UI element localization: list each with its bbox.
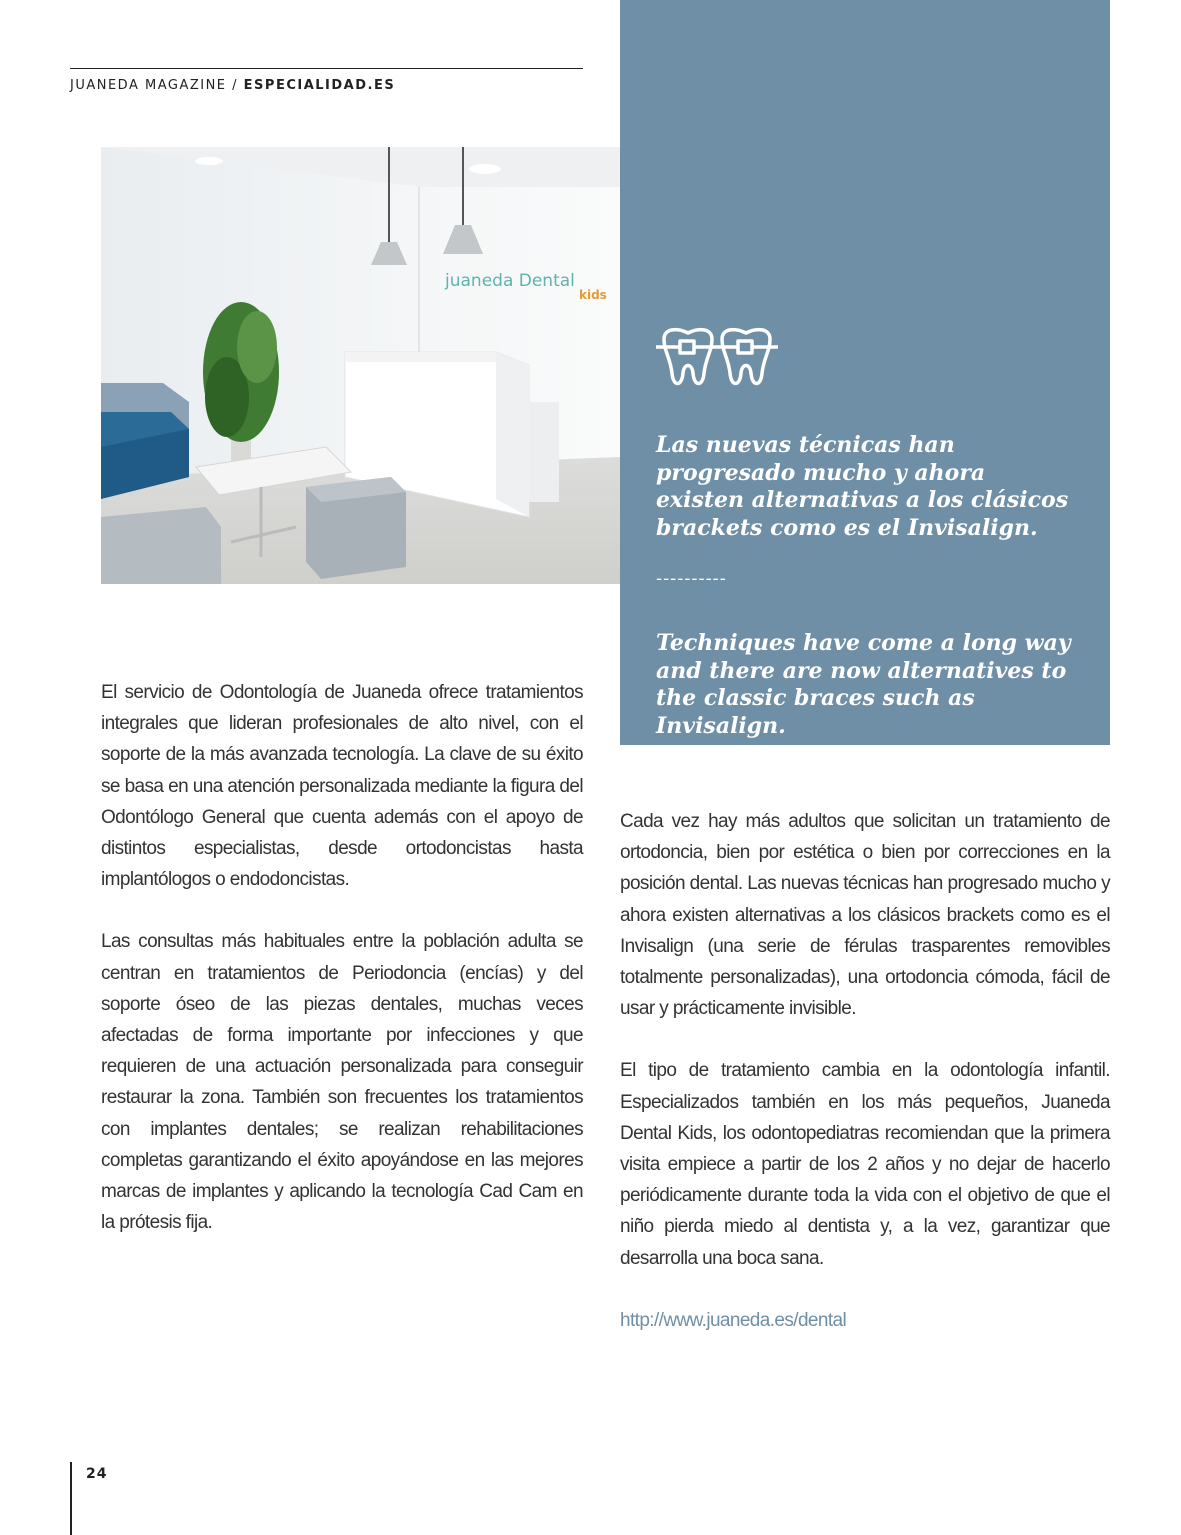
teeth-braces-icon xyxy=(656,327,778,396)
quote-english: Techniques have come a long way and there are now alternatives to the classic braces such as Invisalign. xyxy=(656,630,1071,739)
quote-spanish: Las nuevas técnicas han progresado mucho y ahora existen alternativas a los clásicos brackets como es el Invisalign. xyxy=(656,432,1069,541)
left-column xyxy=(101,677,583,1269)
magazine-name: JUANEDA MAGAZINE / xyxy=(70,78,239,93)
quote-separator: ---------- xyxy=(656,568,727,589)
left-paragraph-2: Las consultas más habituales entre la población adulta se centran en tratamientos de Periodoncia (encías) y del soporte óseo de las piezas dentales, muchas veces afectadas de forma importante por infecciones y que requieren de una actuación personalizada para conseguir restaurar la zona. También son frecuentes los tratamientos con implantes dentales; se realizan rehabilitaciones completas garantizando el éxito apoyándose en las mejores marcas de implantes y aplicando la tecnología Cad Cam en la prótesis fija. xyxy=(101,931,583,1234)
header-rule xyxy=(70,68,583,69)
dental-website-link[interactable]: http://www.juaneda.es/dental xyxy=(620,1309,847,1331)
right-column xyxy=(620,806,1110,1367)
section-name: ESPECIALIDAD.ES xyxy=(243,78,396,93)
right-paragraph-1: Cada vez hay más adultos que solicitan un tratamiento de ortodoncia, bien por estética o bien por correcciones en la posición dental. Las nuevas técnicas han progresado mucho y ahora existen alternativas a los clásicos brackets como es el Invisalign (una serie de férulas trasparentes removibles totalmente personalizadas), una ortodoncia cómoda, fácil de usar y prácticamente invisible. xyxy=(620,811,1110,1020)
pull-quote-box xyxy=(620,0,1110,745)
page-number: 24 xyxy=(86,1466,108,1482)
left-paragraph-1: El servicio de Odontología de Juaneda ofrece tratamientos integrales que lideran profesionales de alto nivel, con el soporte de la más avanzada tecnología. La clave de su éxito se basa en una atención personalizada mediante la figura del Odontólogo General que cuenta además con el apoyo de distintos especialistas, desde ortodoncistas hasta implantólogos o endodoncistas. xyxy=(101,682,583,891)
footer-rule xyxy=(70,1462,72,1535)
clinic-reception-photo xyxy=(101,147,620,584)
sign-kids-text: kids xyxy=(579,288,607,302)
sign-brand-text: juaneda Dental xyxy=(445,271,575,291)
right-paragraph-2: El tipo de tratamiento cambia en la odontología infantil. Especializados también en los más pequeños, Juaneda Dental Kids, los odontopediatras recomiendan que la primera visita empiece a partir de los 2 años y no dejar de hacerlo periódicamente durante toda la vida con el objetivo de que el niño pierda miedo al dentista y, a la vez, garantizar que desarrolla una boca sana. xyxy=(620,1060,1110,1269)
running-header xyxy=(70,78,395,93)
